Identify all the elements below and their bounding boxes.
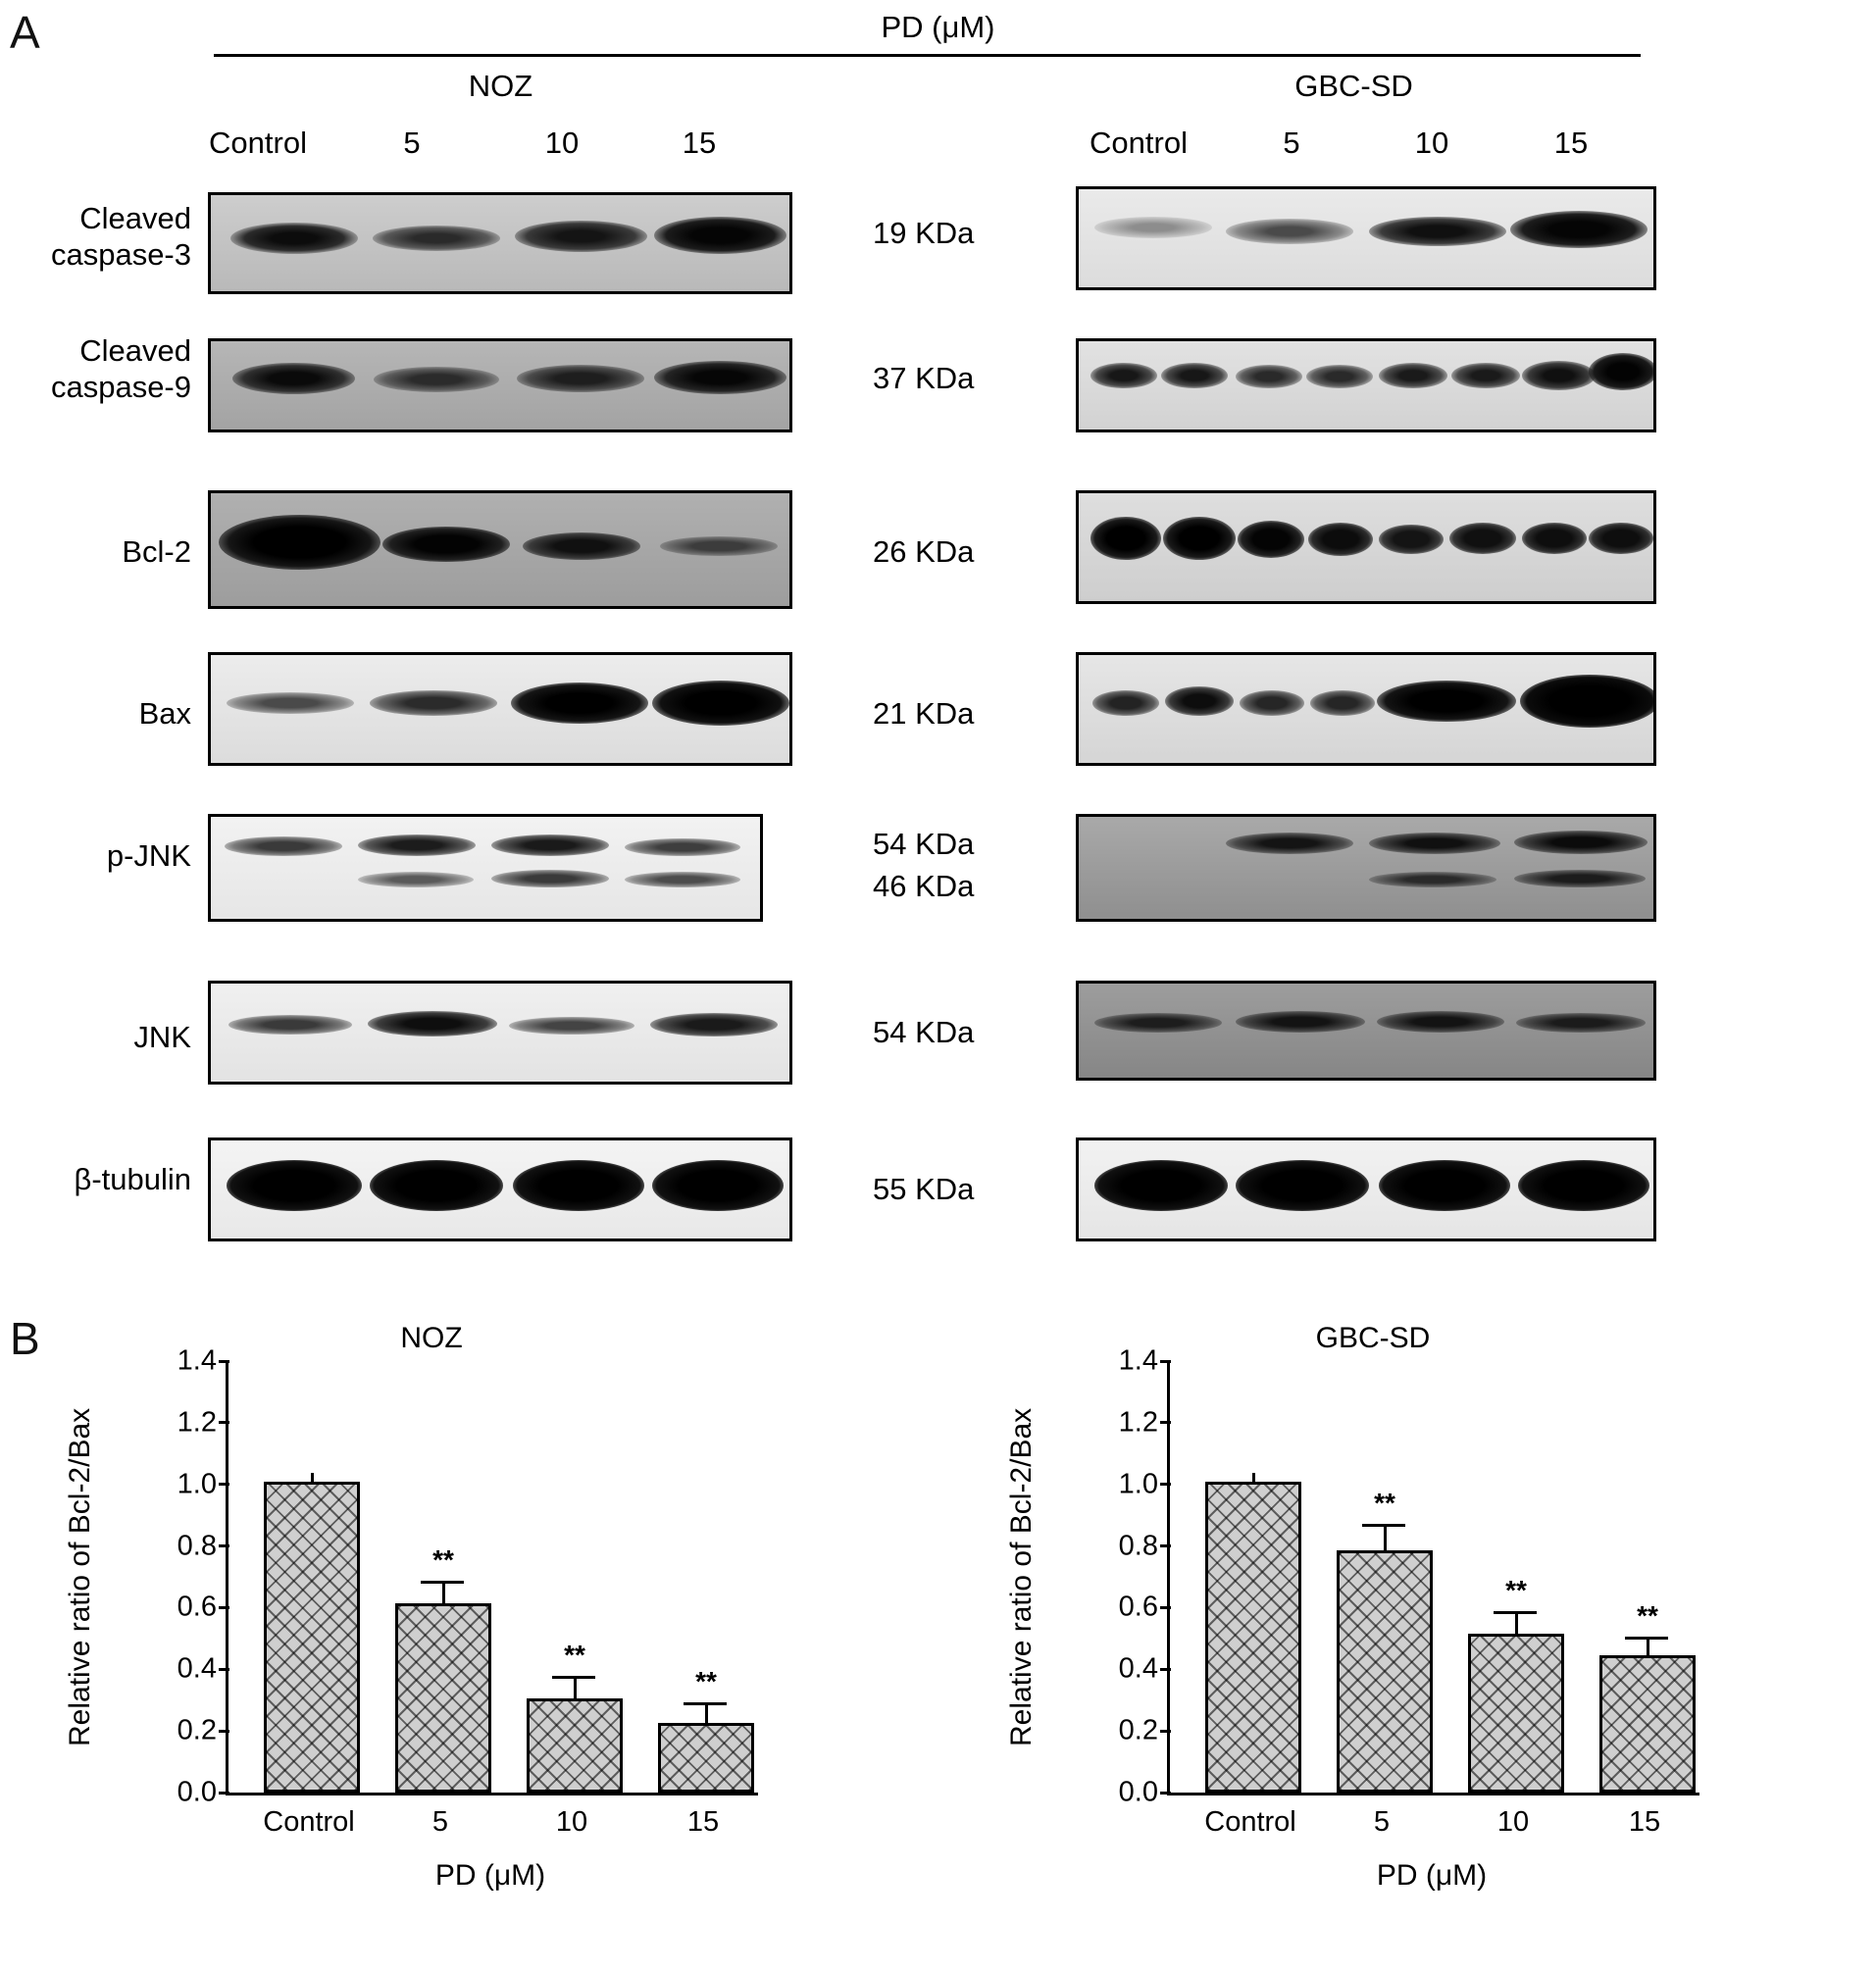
dose-label-gbcsd-5: 5 — [1283, 126, 1300, 160]
errorbar-gbcsd-15 — [1647, 1640, 1649, 1655]
bar-gbcsd-15 — [1599, 1655, 1696, 1793]
header-rule — [214, 54, 1641, 57]
y-tick-gbcsd-1: 0.2 — [1074, 1715, 1170, 1747]
blot-label-line2: caspase-3 — [50, 236, 191, 272]
significance-gbcsd-5: ** — [1374, 1488, 1395, 1519]
errorbar-noz-10 — [574, 1679, 577, 1698]
x-tick-noz-15: 15 — [686, 1806, 720, 1838]
mw-label-p-jnk-54: 54 KDa — [873, 827, 975, 861]
bar-noz-15 — [658, 1723, 754, 1793]
blot-noz-bcl2 — [208, 490, 792, 609]
y-tick-gbcsd-4: 0.8 — [1074, 1530, 1170, 1562]
significance-noz-15: ** — [695, 1666, 717, 1697]
blot-label-line1: Bax — [138, 696, 191, 731]
y-tick-noz-1: 0.2 — [132, 1715, 228, 1747]
plot-area-noz — [177, 1344, 758, 1808]
errorcap-gbcsd-5 — [1362, 1524, 1405, 1527]
x-tick-noz-10: 10 — [555, 1806, 588, 1838]
y-tick-noz-4: 0.8 — [132, 1530, 228, 1562]
panel-b-letter: B — [10, 1313, 40, 1364]
errorbar-noz-15 — [705, 1705, 708, 1723]
x-tick-gbcsd-10: 10 — [1496, 1806, 1530, 1838]
blot-gbcsd-p-jnk — [1076, 814, 1656, 922]
errorbar-gbcsd-control — [1252, 1473, 1255, 1482]
treatment-header: PD (μM) — [881, 10, 995, 44]
significance-noz-5: ** — [432, 1543, 454, 1575]
blot-label-line1: Cleaved — [79, 333, 191, 368]
errorbar-gbcsd-5 — [1384, 1527, 1387, 1550]
y-tick-noz-6: 1.2 — [132, 1406, 228, 1439]
errorbar-noz-control — [311, 1473, 314, 1482]
dose-label-noz-15: 15 — [682, 126, 717, 160]
blot-gbcsd-jnk — [1076, 981, 1656, 1081]
mw-label-bcl2: 26 KDa — [873, 534, 975, 569]
y-axis-title-noz: Relative ratio of Bcl-2/Bax — [64, 1407, 96, 1746]
cellline-label-noz: NOZ — [468, 69, 533, 103]
cellline-label-gbcsd: GBC-SD — [1294, 69, 1413, 103]
x-axis-title-gbcsd: PD (μM) — [1376, 1859, 1488, 1892]
significance-gbcsd-15: ** — [1637, 1600, 1658, 1632]
blot-label-line2: caspase-9 — [50, 369, 191, 404]
y-tick-noz-7: 1.4 — [132, 1345, 228, 1378]
blot-label-cleaved-caspase-3 — [39, 201, 191, 273]
blot-noz-p-jnk — [208, 814, 763, 922]
y-tick-noz-3: 0.6 — [132, 1592, 228, 1624]
x-tick-gbcsd-control: Control — [1204, 1806, 1296, 1838]
blot-gbcsd-cleaved-caspase-9 — [1076, 338, 1656, 432]
dose-label-noz-control: Control — [209, 126, 307, 160]
bar-noz-control — [264, 1482, 360, 1793]
blot-label-line1: β-tubulin — [74, 1162, 191, 1196]
chart-title-noz: NOZ — [400, 1322, 463, 1354]
y-tick-gbcsd-2: 0.4 — [1074, 1653, 1170, 1686]
blot-gbcsd-beta-tubulin — [1076, 1138, 1656, 1241]
errorcap-noz-15 — [684, 1702, 727, 1705]
panel-a-letter: A — [10, 7, 40, 58]
bar-gbcsd-10 — [1468, 1634, 1564, 1793]
errorbar-gbcsd-10 — [1515, 1614, 1518, 1634]
blot-gbcsd-bax — [1076, 652, 1656, 766]
y-tick-gbcsd-0: 0.0 — [1074, 1777, 1170, 1809]
dose-label-noz-5: 5 — [403, 126, 421, 160]
bar-noz-5 — [395, 1603, 491, 1793]
mw-label-beta-tubulin: 55 KDa — [873, 1172, 975, 1206]
errorcap-noz-10 — [552, 1676, 595, 1679]
blot-label-bax — [39, 696, 191, 733]
blot-noz-cleaved-caspase-3 — [208, 192, 792, 294]
panel-b-bar-charts — [0, 1294, 1876, 1972]
blot-gbcsd-cleaved-caspase-3 — [1076, 186, 1656, 290]
chart-title-gbcsd: GBC-SD — [1315, 1322, 1431, 1354]
y-tick-gbcsd-3: 0.6 — [1074, 1592, 1170, 1624]
errorcap-noz-5 — [421, 1581, 464, 1584]
x-tick-noz-5: 5 — [431, 1806, 449, 1838]
blot-label-line1: p-JNK — [106, 838, 191, 873]
y-tick-noz-5: 1.0 — [132, 1468, 228, 1500]
mw-label-bax: 21 KDa — [873, 696, 975, 731]
y-axis-title-gbcsd: Relative ratio of Bcl-2/Bax — [1005, 1407, 1038, 1746]
blot-label-cleaved-caspase-9 — [39, 333, 191, 405]
significance-noz-10: ** — [564, 1640, 585, 1671]
blot-label-p-jnk — [39, 838, 191, 875]
mw-label-cleaved-caspase-3: 19 KDa — [873, 216, 975, 250]
blot-noz-jnk — [208, 981, 792, 1085]
x-tick-gbcsd-5: 5 — [1373, 1806, 1391, 1838]
x-tick-gbcsd-15: 15 — [1628, 1806, 1661, 1838]
errorbar-noz-5 — [442, 1584, 445, 1603]
chart-noz — [39, 1314, 824, 1961]
errorcap-gbcsd-15 — [1625, 1637, 1668, 1640]
blot-label-bcl2 — [39, 534, 191, 571]
y-tick-gbcsd-7: 1.4 — [1074, 1345, 1170, 1378]
mw-label-cleaved-caspase-9: 37 KDa — [873, 361, 975, 395]
bar-gbcsd-control — [1205, 1482, 1301, 1793]
y-tick-noz-2: 0.4 — [132, 1653, 228, 1686]
dose-label-gbcsd-10: 10 — [1414, 126, 1449, 160]
blot-noz-bax — [208, 652, 792, 766]
blot-noz-cleaved-caspase-9 — [208, 338, 792, 432]
errorcap-gbcsd-10 — [1494, 1611, 1537, 1614]
x-tick-noz-control: Control — [263, 1806, 355, 1838]
y-tick-noz-0: 0.0 — [132, 1777, 228, 1809]
mw-label-p-jnk-46: 46 KDa — [873, 869, 975, 903]
blot-label-line1: JNK — [133, 1020, 191, 1054]
bar-noz-10 — [527, 1698, 623, 1793]
mw-label-jnk: 54 KDa — [873, 1015, 975, 1049]
significance-gbcsd-10: ** — [1505, 1575, 1527, 1606]
dose-label-noz-10: 10 — [544, 126, 580, 160]
dose-label-gbcsd-15: 15 — [1553, 126, 1589, 160]
blot-gbcsd-bcl2 — [1076, 490, 1656, 604]
y-tick-gbcsd-5: 1.0 — [1074, 1468, 1170, 1500]
dose-label-gbcsd-control: Control — [1090, 126, 1188, 160]
blot-label-jnk — [39, 1020, 191, 1056]
bar-gbcsd-5 — [1337, 1550, 1433, 1793]
chart-gbcsd — [981, 1314, 1765, 1961]
blot-label-line1: Cleaved — [79, 201, 191, 235]
blot-label-line1: Bcl-2 — [122, 534, 191, 569]
y-tick-gbcsd-6: 1.2 — [1074, 1406, 1170, 1439]
plot-area-gbcsd — [1118, 1344, 1699, 1808]
blot-label-beta-tubulin — [20, 1162, 191, 1198]
x-axis-title-noz: PD (μM) — [434, 1859, 546, 1892]
blot-noz-beta-tubulin — [208, 1138, 792, 1241]
